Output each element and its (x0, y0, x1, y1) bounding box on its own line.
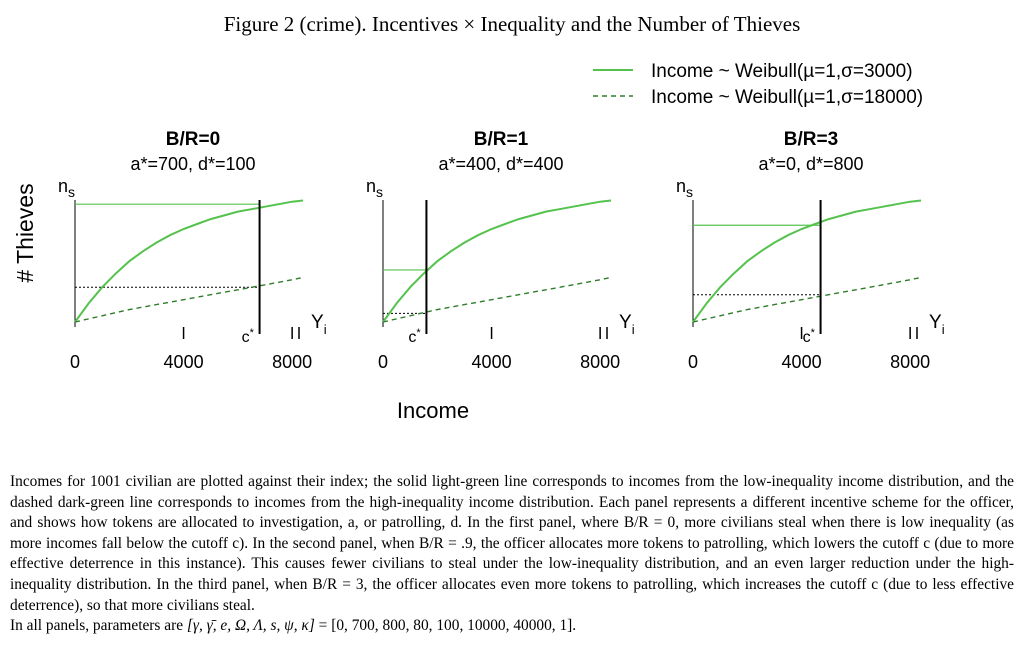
y-axis-label: $n_s$ (676, 176, 694, 200)
panel-title: B/R=1 (473, 129, 529, 150)
y-axis-label: $n_s$ (366, 176, 384, 200)
x-tick-label: 4000 (471, 352, 512, 372)
panel-subtitle: a*=400, d*=400 (438, 154, 564, 174)
panel-3 (676, 129, 945, 372)
panel-title: B/R=3 (783, 129, 839, 150)
legend-label-low-inequality: Income ~ Weibull(µ=1,σ=3000) (651, 61, 913, 82)
cutoff-label: c* (408, 327, 421, 346)
x-tick-label: 8000 (890, 352, 931, 372)
panel-1 (58, 129, 327, 372)
x-tick-label: 8000 (272, 352, 313, 372)
legend (593, 61, 923, 108)
x-axis-title: Income (396, 398, 470, 423)
x-tick-label: 0 (69, 352, 81, 372)
panel-subtitle: a*=0, d*=800 (758, 154, 864, 174)
legend-label-high-inequality: Income ~ Weibull(µ=1,σ=18000) (651, 87, 924, 108)
x-tick-label: 4000 (163, 352, 204, 372)
series-line-high-inequality (693, 277, 921, 322)
caption-paragraph: Incomes for 1001 civilian are plotted against their index; the solid light-green line corresponds to incomes from the low-inequality income distribution, and the dashed dark-green line corresponds to incomes from the high-inequality income distribution. Each panel represents a different incentive scheme for the officer, and shows how tokens are allocated to investigation, a, or patrolling, d. In the first panel, where B/R = 0, more civilians steal when there is low inequality (as more incomes fall below the cutoff c). In the second panel, when B/R = .9, the officer allocates more tokens to patrolling, which lowers the cutoff c (due to more effective deterrence in this instance). This causes fewer civilians to steal under the low-inequality distribution, and an even larger reduction under the high-inequality distribution. In the third panel, when B/R = 3, the officer allocates even more tokens to patrolling, which increases the cutoff c (due to less effective deterrence), so that more civilians steal. (10, 473, 1014, 614)
panels (58, 129, 945, 372)
series-line-low-inequality (75, 201, 303, 323)
caption-param-symbols: [γ, γ̄, e, Ω, Λ, s, ψ, κ] (186, 617, 315, 635)
x-tick-label: 0 (377, 352, 389, 372)
cutoff-label: c* (802, 327, 815, 346)
x-axis-label: $Y_i$ (929, 312, 945, 337)
y-axis-title: # Thieves (12, 183, 38, 283)
x-tick-label: 4000 (781, 352, 822, 372)
series-line-low-inequality (383, 201, 611, 323)
cutoff-label: c* (241, 327, 254, 346)
series-line-high-inequality (383, 277, 611, 322)
panel-2 (366, 129, 635, 372)
x-tick-label: 8000 (580, 352, 621, 372)
caption-param-values: = [0, 700, 800, 80, 100, 10000, 40000, 1]. (318, 617, 577, 635)
panel-subtitle: a*=700, d*=100 (130, 154, 256, 174)
caption-parameters (10, 616, 1014, 637)
y-axis-label: $n_s$ (58, 176, 76, 200)
figure-caption (10, 472, 1014, 637)
panel-title: B/R=0 (165, 129, 221, 150)
caption-param-lead: In all panels, parameters are (10, 617, 184, 635)
x-axis-label: $Y_i$ (311, 312, 327, 337)
figure-title: Figure 2 (crime). Incentives × Inequality and the Number of Thieves (223, 12, 801, 36)
series-line-low-inequality (693, 201, 921, 323)
x-tick-label: 0 (687, 352, 699, 372)
series-line-high-inequality (75, 277, 303, 322)
x-axis-label: $Y_i$ (619, 312, 635, 337)
